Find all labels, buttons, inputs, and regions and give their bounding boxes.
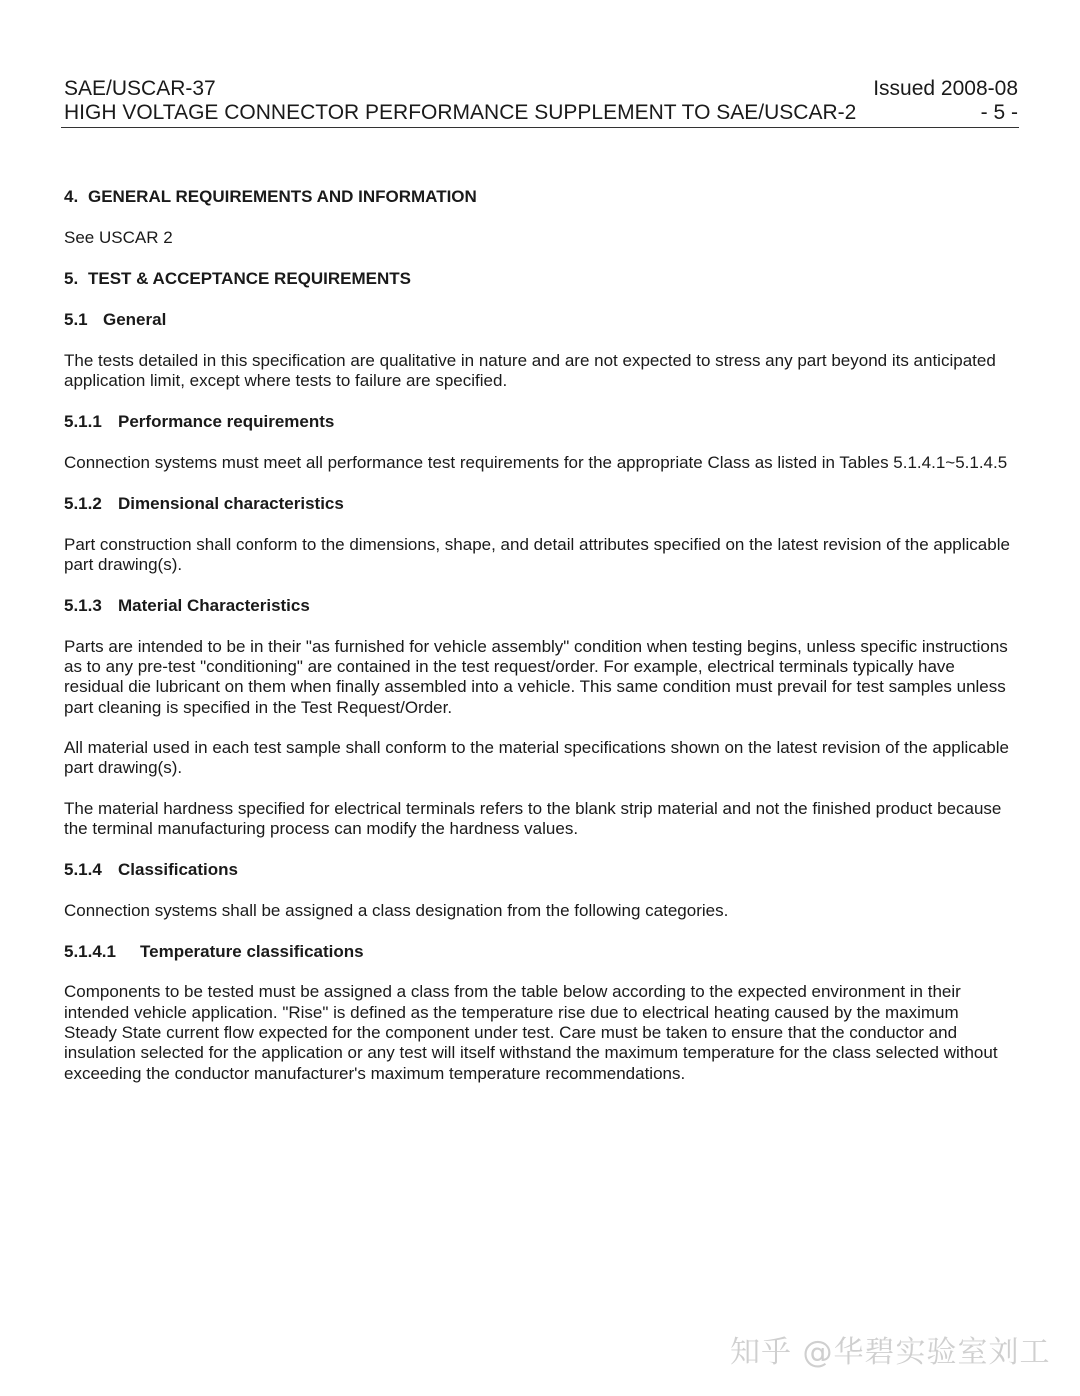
section-5-1-4-1-body: Components to be tested must be assigned a class from the table below according to the expected environment in their intended vehicle application. "Rise" is defined as the temperature rise due to electrical heating caused by the maximum Steady State current flow expected for the component under test. Care must be taken to ensure that the conductor and insulation selected for the application or any test will itself withstand the maximum temperature for the class selected without exceeding the conductor manufacturer's maximum temperature recommendations. <box>64 982 998 1083</box>
doc-id: SAE/USCAR-37 <box>64 77 216 100</box>
section-5-1-1-body: Connection systems must meet all performance test requirements for the appropriate Class as listed in Tables 5.1.4.1~5.1.4.5 <box>64 452 1008 472</box>
section-5-1-1-heading: 5.1.1 Performance requirements <box>64 412 335 432</box>
watermark: 知乎 @华碧实验室刘工 <box>730 1335 1051 1370</box>
header-rule <box>61 127 1019 128</box>
section-5-1-2-body: Part construction shall conform to the dimensions, shape, and detail attributes specified on the latest revision of the applicable part drawing(s). <box>64 534 1010 574</box>
doc-title: HIGH VOLTAGE CONNECTOR PERFORMANCE SUPPLEMENT TO SAE/USCAR-2 <box>64 101 857 124</box>
section-5-1-3-heading: 5.1.3 Material Characteristics <box>64 596 310 616</box>
section-4-body: See USCAR 2 <box>64 227 173 247</box>
section-5-1-heading: 5.1 General <box>64 310 167 330</box>
section-5-1-2-heading: 5.1.2 Dimensional characteristics <box>64 494 344 514</box>
document-body <box>64 187 1014 1084</box>
section-5-1-3-para-1: Parts are intended to be in their "as furnished for vehicle assembly" condition when testing begins, unless specific instructions as to any pre-test "conditioning" are contained in the test request/order. For example, electrical terminals typically have residual die lubricant on them when finally assembled into a vehicle. This same condition must prevail for test samples unless part cleaning is specified in the Test Request/Order. <box>64 636 1008 717</box>
section-5-1-3-para-3: The material hardness specified for electrical terminals refers to the blank strip material and not the finished product because the terminal manufacturing process can modify the hardness values. <box>64 798 1002 838</box>
issued-date: Issued 2008-08 <box>873 77 1018 100</box>
section-5-1-3-para-2: All material used in each test sample shall conform to the material specifications shown on the latest revision of the applicable part drawing(s). <box>64 737 1009 778</box>
section-5-1-4-body: Connection systems shall be assigned a class designation from the following categories. <box>64 900 729 920</box>
section-5-1-4-1-heading: 5.1.4.1 Temperature classifications <box>64 941 364 961</box>
section-4-heading: 4. GENERAL REQUIREMENTS AND INFORMATION <box>64 187 477 206</box>
section-5-heading: 5. TEST & ACCEPTANCE REQUIREMENTS <box>64 268 412 288</box>
section-5-1-4-heading: 5.1.4 Classifications <box>64 860 238 880</box>
section-5-1-body: The tests detailed in this specification are qualitative in nature and are not expected to stress any part beyond its anticipated application limit, except where tests to failure are specified. <box>64 350 996 391</box>
header-row-2 <box>64 101 1018 125</box>
header-row-1 <box>64 77 1018 101</box>
page-number: - 5 - <box>980 101 1018 124</box>
